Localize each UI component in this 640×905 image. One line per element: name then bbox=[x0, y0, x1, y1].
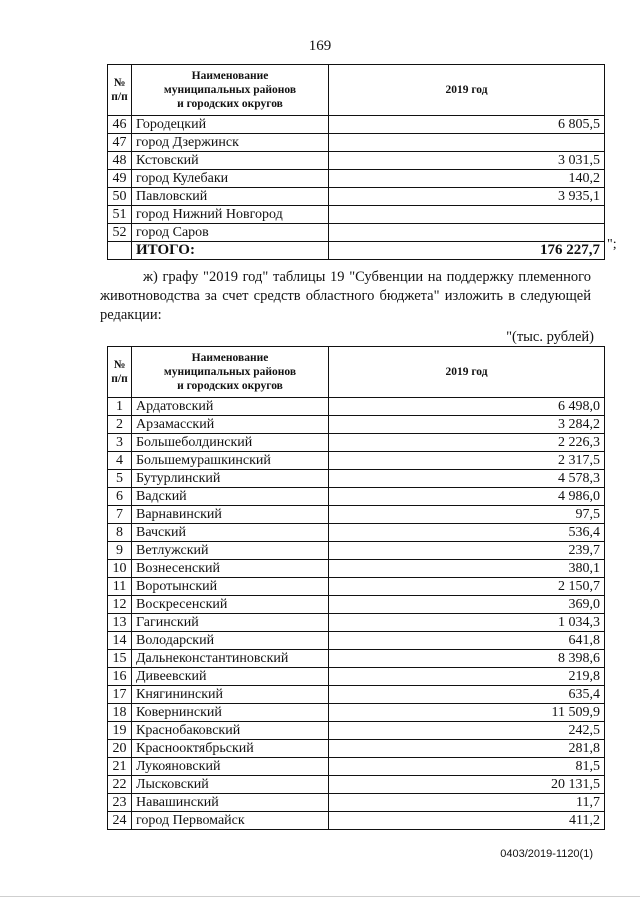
year-2019-value bbox=[329, 224, 605, 242]
municipality-name: Лукояновский bbox=[132, 758, 329, 776]
table-row bbox=[108, 524, 605, 542]
header-year: 2019 год bbox=[329, 65, 605, 116]
municipality-name: город Нижний Новгород bbox=[132, 206, 329, 224]
table-row bbox=[108, 560, 605, 578]
subvention-table-19 bbox=[107, 346, 605, 830]
table-row bbox=[108, 668, 605, 686]
document-code: 0403/2019-1120(1) bbox=[500, 848, 593, 860]
municipality-name: Бутурлинский bbox=[132, 470, 329, 488]
year-2019-value: 242,5 bbox=[329, 722, 605, 740]
year-2019-value: 11,7 bbox=[329, 794, 605, 812]
table-row bbox=[108, 398, 605, 416]
row-number: 11 bbox=[108, 578, 132, 596]
year-2019-value bbox=[329, 206, 605, 224]
year-2019-value: 4 578,3 bbox=[329, 470, 605, 488]
municipality-name: Краснобаковский bbox=[132, 722, 329, 740]
municipality-name: Ветлужский bbox=[132, 542, 329, 560]
row-number: 50 bbox=[108, 188, 132, 206]
year-2019-value: 641,8 bbox=[329, 632, 605, 650]
total-row bbox=[108, 242, 605, 260]
row-number: 10 bbox=[108, 560, 132, 578]
row-number: 6 bbox=[108, 488, 132, 506]
year-2019-value: 2 150,7 bbox=[329, 578, 605, 596]
municipality-name: Княгининский bbox=[132, 686, 329, 704]
year-2019-value: 635,4 bbox=[329, 686, 605, 704]
municipality-name: Кстовский bbox=[132, 152, 329, 170]
total-label: ИТОГО: bbox=[132, 242, 329, 260]
table-row bbox=[108, 776, 605, 794]
year-2019-value: 369,0 bbox=[329, 596, 605, 614]
table-row bbox=[108, 188, 605, 206]
municipality-name: Воротынский bbox=[132, 578, 329, 596]
year-2019-value: 81,5 bbox=[329, 758, 605, 776]
municipality-name: Лысковский bbox=[132, 776, 329, 794]
municipality-name: Большемурашкинский bbox=[132, 452, 329, 470]
row-number: 17 bbox=[108, 686, 132, 704]
row-number: 9 bbox=[108, 542, 132, 560]
table-row bbox=[108, 704, 605, 722]
year-2019-value: 3 284,2 bbox=[329, 416, 605, 434]
row-number: 4 bbox=[108, 452, 132, 470]
municipality-name: Дивеевский bbox=[132, 668, 329, 686]
row-number: 21 bbox=[108, 758, 132, 776]
table-row bbox=[108, 116, 605, 134]
table-row bbox=[108, 170, 605, 188]
total-value: 176 227,7 bbox=[329, 242, 605, 260]
year-2019-value: 219,8 bbox=[329, 668, 605, 686]
table-row bbox=[108, 740, 605, 758]
table-row bbox=[108, 686, 605, 704]
row-number: 14 bbox=[108, 632, 132, 650]
header-municipality: Наименование муниципальных районов и городских округов bbox=[132, 347, 329, 398]
year-2019-value bbox=[329, 134, 605, 152]
row-number: 24 bbox=[108, 812, 132, 830]
row-number: 47 bbox=[108, 134, 132, 152]
table-row bbox=[108, 134, 605, 152]
municipality-name: Арзамасский bbox=[132, 416, 329, 434]
subvention-table-continued bbox=[107, 64, 605, 260]
row-number: 49 bbox=[108, 170, 132, 188]
row-number: 7 bbox=[108, 506, 132, 524]
municipality-name: город Саров bbox=[132, 224, 329, 242]
year-2019-value: 536,4 bbox=[329, 524, 605, 542]
page-number: 169 bbox=[308, 38, 332, 54]
table-row bbox=[108, 542, 605, 560]
table-row bbox=[108, 650, 605, 668]
municipality-name: Краснооктябрьский bbox=[132, 740, 329, 758]
year-2019-value: 97,5 bbox=[329, 506, 605, 524]
year-2019-value: 8 398,6 bbox=[329, 650, 605, 668]
year-2019-value: 239,7 bbox=[329, 542, 605, 560]
row-number: 48 bbox=[108, 152, 132, 170]
year-2019-value: 3 031,5 bbox=[329, 152, 605, 170]
total-number-cell bbox=[108, 242, 132, 260]
year-2019-value: 140,2 bbox=[329, 170, 605, 188]
municipality-name: Воскресенский bbox=[132, 596, 329, 614]
year-2019-value: 380,1 bbox=[329, 560, 605, 578]
table-row bbox=[108, 614, 605, 632]
year-2019-value: 20 131,5 bbox=[329, 776, 605, 794]
row-number: 46 bbox=[108, 116, 132, 134]
municipality-name: Дальнеконстантиновский bbox=[132, 650, 329, 668]
table-header-row bbox=[108, 65, 605, 116]
year-2019-value: 2 226,3 bbox=[329, 434, 605, 452]
municipality-name: Навашинский bbox=[132, 794, 329, 812]
municipality-name: город Дзержинск bbox=[132, 134, 329, 152]
row-number: 15 bbox=[108, 650, 132, 668]
row-number: 13 bbox=[108, 614, 132, 632]
row-number: 23 bbox=[108, 794, 132, 812]
year-2019-value: 3 935,1 bbox=[329, 188, 605, 206]
row-number: 2 bbox=[108, 416, 132, 434]
municipality-name: Варнавинский bbox=[132, 506, 329, 524]
year-2019-value: 4 986,0 bbox=[329, 488, 605, 506]
municipality-name: Вачский bbox=[132, 524, 329, 542]
table-row bbox=[108, 224, 605, 242]
row-number: 51 bbox=[108, 206, 132, 224]
municipality-name: Городецкий bbox=[132, 116, 329, 134]
year-2019-value: 1 034,3 bbox=[329, 614, 605, 632]
row-number: 5 bbox=[108, 470, 132, 488]
table-row bbox=[108, 452, 605, 470]
municipality-name: Вадский bbox=[132, 488, 329, 506]
row-number: 8 bbox=[108, 524, 132, 542]
header-municipality: Наименование муниципальных районов и городских округов bbox=[132, 65, 329, 116]
header-number: № п/п bbox=[108, 347, 132, 398]
table-header-row bbox=[108, 347, 605, 398]
row-number: 20 bbox=[108, 740, 132, 758]
table-row bbox=[108, 488, 605, 506]
municipality-name: Вознесенский bbox=[132, 560, 329, 578]
table-row bbox=[108, 596, 605, 614]
row-number: 16 bbox=[108, 668, 132, 686]
year-2019-value: 281,8 bbox=[329, 740, 605, 758]
table-row bbox=[108, 812, 605, 830]
row-number: 22 bbox=[108, 776, 132, 794]
municipality-name: Ардатовский bbox=[132, 398, 329, 416]
units-label: "(тыс. рублей) bbox=[506, 329, 594, 345]
row-number: 3 bbox=[108, 434, 132, 452]
table-row bbox=[108, 152, 605, 170]
year-2019-value: 11 509,9 bbox=[329, 704, 605, 722]
table-row bbox=[108, 506, 605, 524]
table-row bbox=[108, 758, 605, 776]
municipality-name: Павловский bbox=[132, 188, 329, 206]
municipality-name: Гагинский bbox=[132, 614, 329, 632]
municipality-name: город Первомайск bbox=[132, 812, 329, 830]
table-row bbox=[108, 722, 605, 740]
closing-quote-mark: "; bbox=[607, 237, 617, 252]
table-row bbox=[108, 416, 605, 434]
table-row bbox=[108, 632, 605, 650]
municipality-name: город Кулебаки bbox=[132, 170, 329, 188]
year-2019-value: 6 805,5 bbox=[329, 116, 605, 134]
municipality-name: Володарский bbox=[132, 632, 329, 650]
row-number: 19 bbox=[108, 722, 132, 740]
table-row bbox=[108, 578, 605, 596]
header-number: № п/п bbox=[108, 65, 132, 116]
amendment-paragraph: ж) графу "2019 год" таблицы 19 "Субвенции на поддержку племенного животноводства за счет средств областного бюджета" изложить в следующей редакции: bbox=[100, 269, 591, 323]
row-number: 12 bbox=[108, 596, 132, 614]
table-body bbox=[108, 398, 605, 830]
table-row bbox=[108, 470, 605, 488]
municipality-name: Большеболдинский bbox=[132, 434, 329, 452]
page-bottom-divider bbox=[0, 896, 640, 897]
row-number: 18 bbox=[108, 704, 132, 722]
year-2019-value: 411,2 bbox=[329, 812, 605, 830]
table-row bbox=[108, 794, 605, 812]
table-row bbox=[108, 434, 605, 452]
table-row bbox=[108, 206, 605, 224]
header-year: 2019 год bbox=[329, 347, 605, 398]
row-number: 1 bbox=[108, 398, 132, 416]
row-number: 52 bbox=[108, 224, 132, 242]
year-2019-value: 6 498,0 bbox=[329, 398, 605, 416]
year-2019-value: 2 317,5 bbox=[329, 452, 605, 470]
municipality-name: Ковернинский bbox=[132, 704, 329, 722]
table-body bbox=[108, 116, 605, 242]
